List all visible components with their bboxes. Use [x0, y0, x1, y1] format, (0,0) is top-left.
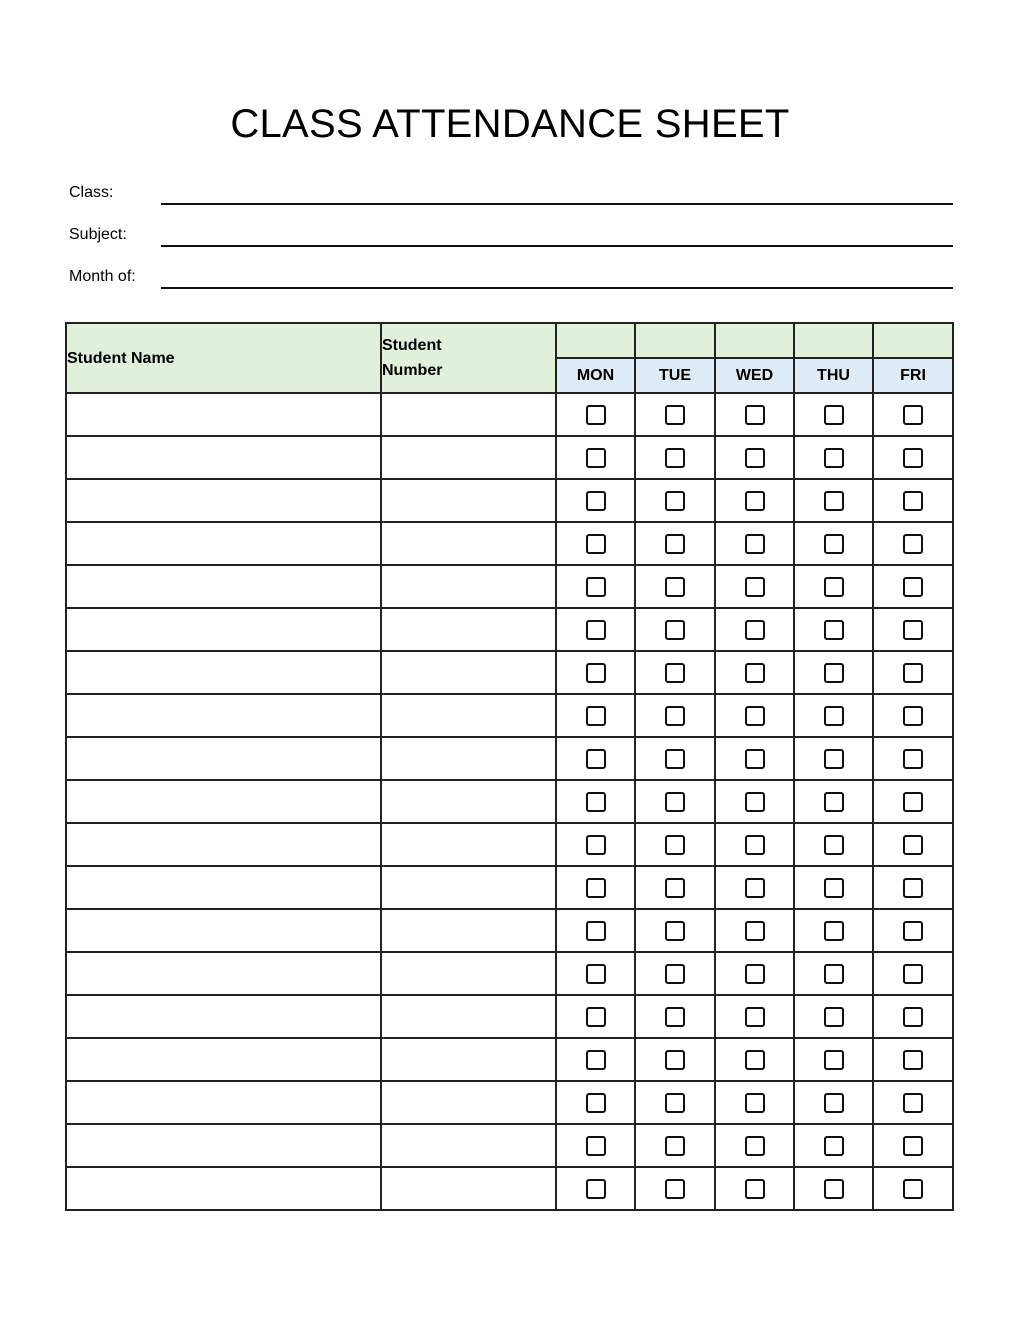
attendance-cell-tue — [635, 393, 715, 436]
attendance-checkbox-tue[interactable] — [665, 792, 685, 812]
attendance-checkbox-thu[interactable] — [824, 577, 844, 597]
attendance-checkbox-tue[interactable] — [665, 1179, 685, 1199]
attendance-cell-wed — [715, 479, 794, 522]
attendance-checkbox-wed[interactable] — [745, 964, 765, 984]
attendance-checkbox-thu[interactable] — [824, 620, 844, 640]
attendance-checkbox-wed[interactable] — [745, 878, 765, 898]
attendance-checkbox-fri[interactable] — [903, 1007, 923, 1027]
subject-field — [69, 222, 953, 252]
attendance-checkbox-thu[interactable] — [824, 663, 844, 683]
attendance-checkbox-thu[interactable] — [824, 1093, 844, 1113]
attendance-cell-mon — [556, 737, 635, 780]
attendance-cell-tue — [635, 1081, 715, 1124]
attendance-cell-mon — [556, 909, 635, 952]
student-name-cell[interactable] — [66, 479, 381, 522]
table-row — [66, 1124, 953, 1167]
attendance-checkbox-fri[interactable] — [903, 749, 923, 769]
attendance-cell-mon — [556, 1124, 635, 1167]
attendance-checkbox-mon[interactable] — [586, 921, 606, 941]
attendance-checkbox-fri[interactable] — [903, 1050, 923, 1070]
attendance-cell-mon — [556, 995, 635, 1038]
table-row — [66, 436, 953, 479]
attendance-cell-mon — [556, 565, 635, 608]
attendance-checkbox-mon[interactable] — [586, 878, 606, 898]
student-number-cell[interactable] — [381, 393, 556, 436]
table-row — [66, 608, 953, 651]
attendance-cell-wed — [715, 823, 794, 866]
attendance-cell-wed — [715, 952, 794, 995]
day-header-mon: MON — [556, 358, 635, 393]
attendance-checkbox-tue[interactable] — [665, 1136, 685, 1156]
attendance-table — [65, 322, 954, 1211]
attendance-cell-thu — [794, 866, 873, 909]
date-cell-tue[interactable] — [635, 323, 715, 358]
attendance-checkbox-tue[interactable] — [665, 620, 685, 640]
attendance-checkbox-tue[interactable] — [665, 491, 685, 511]
attendance-checkbox-thu[interactable] — [824, 964, 844, 984]
attendance-cell-thu — [794, 780, 873, 823]
attendance-checkbox-tue[interactable] — [665, 1007, 685, 1027]
student-name-cell[interactable] — [66, 565, 381, 608]
attendance-checkbox-thu[interactable] — [824, 706, 844, 726]
attendance-checkbox-wed[interactable] — [745, 405, 765, 425]
attendance-cell-fri — [873, 823, 953, 866]
attendance-checkbox-tue[interactable] — [665, 706, 685, 726]
attendance-checkbox-fri[interactable] — [903, 1179, 923, 1199]
attendance-cell-fri — [873, 1038, 953, 1081]
student-name-cell[interactable] — [66, 522, 381, 565]
attendance-cell-wed — [715, 1124, 794, 1167]
attendance-checkbox-wed[interactable] — [745, 577, 765, 597]
subject-label: Subject: — [69, 226, 127, 243]
student-number-header: Student Number — [381, 323, 556, 393]
attendance-cell-wed — [715, 608, 794, 651]
attendance-cell-mon — [556, 952, 635, 995]
day-header-fri: FRI — [873, 358, 953, 393]
attendance-cell-tue — [635, 479, 715, 522]
attendance-checkbox-fri[interactable] — [903, 878, 923, 898]
day-header-tue: TUE — [635, 358, 715, 393]
attendance-cell-tue — [635, 823, 715, 866]
table-row — [66, 995, 953, 1038]
attendance-checkbox-mon[interactable] — [586, 1050, 606, 1070]
attendance-cell-tue — [635, 995, 715, 1038]
attendance-cell-thu — [794, 952, 873, 995]
attendance-checkbox-fri[interactable] — [903, 835, 923, 855]
page-title: CLASS ATTENDANCE SHEET — [230, 102, 790, 146]
attendance-cell-fri — [873, 393, 953, 436]
student-number-cell[interactable] — [381, 909, 556, 952]
attendance-checkbox-fri[interactable] — [903, 491, 923, 511]
attendance-cell-fri — [873, 651, 953, 694]
attendance-cell-wed — [715, 522, 794, 565]
attendance-cell-fri — [873, 1081, 953, 1124]
student-name-cell[interactable] — [66, 995, 381, 1038]
attendance-cell-tue — [635, 909, 715, 952]
attendance-cell-fri — [873, 479, 953, 522]
attendance-checkbox-mon[interactable] — [586, 491, 606, 511]
attendance-cell-mon — [556, 1081, 635, 1124]
attendance-cell-tue — [635, 737, 715, 780]
attendance-checkbox-thu[interactable] — [824, 792, 844, 812]
attendance-cell-fri — [873, 1167, 953, 1210]
attendance-cell-wed — [715, 780, 794, 823]
table-row — [66, 694, 953, 737]
attendance-checkbox-wed[interactable] — [745, 1050, 765, 1070]
attendance-checkbox-fri[interactable] — [903, 534, 923, 554]
student-number-cell[interactable] — [381, 479, 556, 522]
attendance-checkbox-thu[interactable] — [824, 405, 844, 425]
student-name-cell[interactable] — [66, 823, 381, 866]
attendance-cell-mon — [556, 436, 635, 479]
attendance-checkbox-mon[interactable] — [586, 620, 606, 640]
attendance-cell-thu — [794, 1167, 873, 1210]
attendance-cell-wed — [715, 1167, 794, 1210]
attendance-checkbox-fri[interactable] — [903, 620, 923, 640]
attendance-checkbox-mon[interactable] — [586, 964, 606, 984]
attendance-checkbox-tue[interactable] — [665, 534, 685, 554]
attendance-cell-fri — [873, 995, 953, 1038]
student-name-cell[interactable] — [66, 393, 381, 436]
attendance-checkbox-fri[interactable] — [903, 663, 923, 683]
attendance-cell-tue — [635, 1038, 715, 1081]
attendance-cell-fri — [873, 608, 953, 651]
attendance-cell-mon — [556, 1167, 635, 1210]
attendance-checkbox-mon[interactable] — [586, 792, 606, 812]
attendance-checkbox-wed[interactable] — [745, 1007, 765, 1027]
attendance-checkbox-tue[interactable] — [665, 921, 685, 941]
attendance-cell-wed — [715, 694, 794, 737]
attendance-checkbox-thu[interactable] — [824, 878, 844, 898]
attendance-cell-fri — [873, 565, 953, 608]
attendance-checkbox-tue[interactable] — [665, 964, 685, 984]
attendance-checkbox-tue[interactable] — [665, 1050, 685, 1070]
month-field — [69, 264, 953, 294]
attendance-checkbox-wed[interactable] — [745, 620, 765, 640]
attendance-cell-wed — [715, 436, 794, 479]
student-name-cell[interactable] — [66, 866, 381, 909]
table-row — [66, 393, 953, 436]
attendance-checkbox-thu[interactable] — [824, 749, 844, 769]
student-number-cell[interactable] — [381, 866, 556, 909]
table-row — [66, 909, 953, 952]
attendance-checkbox-thu[interactable] — [824, 1179, 844, 1199]
subject-input-line[interactable] — [161, 245, 953, 247]
attendance-cell-fri — [873, 952, 953, 995]
attendance-checkbox-mon[interactable] — [586, 1136, 606, 1156]
student-name-cell[interactable] — [66, 1081, 381, 1124]
student-name-cell[interactable] — [66, 909, 381, 952]
attendance-cell-tue — [635, 780, 715, 823]
student-number-cell[interactable] — [381, 1167, 556, 1210]
student-name-cell[interactable] — [66, 737, 381, 780]
student-number-cell[interactable] — [381, 651, 556, 694]
student-number-cell[interactable] — [381, 436, 556, 479]
attendance-cell-thu — [794, 522, 873, 565]
student-number-cell[interactable] — [381, 522, 556, 565]
attendance-checkbox-wed[interactable] — [745, 491, 765, 511]
attendance-cell-tue — [635, 436, 715, 479]
attendance-checkbox-thu[interactable] — [824, 1007, 844, 1027]
attendance-cell-thu — [794, 995, 873, 1038]
date-cell-fri[interactable] — [873, 323, 953, 358]
attendance-cell-tue — [635, 1124, 715, 1167]
attendance-cell-mon — [556, 479, 635, 522]
attendance-cell-thu — [794, 436, 873, 479]
day-header-thu: THU — [794, 358, 873, 393]
attendance-cell-thu — [794, 479, 873, 522]
attendance-checkbox-mon[interactable] — [586, 577, 606, 597]
attendance-cell-wed — [715, 866, 794, 909]
student-name-cell[interactable] — [66, 651, 381, 694]
attendance-cell-wed — [715, 565, 794, 608]
table-row — [66, 866, 953, 909]
attendance-cell-mon — [556, 522, 635, 565]
attendance-checkbox-thu[interactable] — [824, 921, 844, 941]
attendance-checkbox-mon[interactable] — [586, 1007, 606, 1027]
attendance-cell-fri — [873, 436, 953, 479]
student-name-cell[interactable] — [66, 1038, 381, 1081]
attendance-cell-tue — [635, 1167, 715, 1210]
attendance-cell-wed — [715, 393, 794, 436]
attendance-checkbox-tue[interactable] — [665, 663, 685, 683]
attendance-checkbox-mon[interactable] — [586, 405, 606, 425]
attendance-cell-fri — [873, 866, 953, 909]
attendance-checkbox-fri[interactable] — [903, 921, 923, 941]
attendance-cell-thu — [794, 1081, 873, 1124]
attendance-cell-thu — [794, 1038, 873, 1081]
attendance-checkbox-fri[interactable] — [903, 577, 923, 597]
attendance-checkbox-wed[interactable] — [745, 663, 765, 683]
attendance-cell-thu — [794, 1124, 873, 1167]
attendance-checkbox-wed[interactable] — [745, 1093, 765, 1113]
attendance-checkbox-wed[interactable] — [745, 534, 765, 554]
student-number-cell[interactable] — [381, 952, 556, 995]
attendance-checkbox-mon[interactable] — [586, 534, 606, 554]
student-name-cell[interactable] — [66, 780, 381, 823]
attendance-checkbox-fri[interactable] — [903, 792, 923, 812]
attendance-cell-thu — [794, 393, 873, 436]
attendance-checkbox-wed[interactable] — [745, 835, 765, 855]
attendance-checkbox-thu[interactable] — [824, 1050, 844, 1070]
table-row — [66, 522, 953, 565]
student-name-cell[interactable] — [66, 952, 381, 995]
attendance-cell-wed — [715, 737, 794, 780]
attendance-checkbox-mon[interactable] — [586, 1093, 606, 1113]
attendance-cell-thu — [794, 694, 873, 737]
table-row — [66, 823, 953, 866]
student-number-cell[interactable] — [381, 1124, 556, 1167]
attendance-checkbox-fri[interactable] — [903, 1093, 923, 1113]
student-number-cell[interactable] — [381, 995, 556, 1038]
student-name-header: Student Name — [66, 323, 381, 393]
table-row — [66, 1038, 953, 1081]
attendance-checkbox-tue[interactable] — [665, 835, 685, 855]
attendance-cell-fri — [873, 694, 953, 737]
student-number-cell[interactable] — [381, 1038, 556, 1081]
attendance-cell-wed — [715, 1081, 794, 1124]
attendance-cell-wed — [715, 909, 794, 952]
attendance-checkbox-fri[interactable] — [903, 448, 923, 468]
day-header-wed: WED — [715, 358, 794, 393]
attendance-cell-tue — [635, 952, 715, 995]
attendance-checkbox-tue[interactable] — [665, 1093, 685, 1113]
class-input-line[interactable] — [161, 203, 953, 205]
attendance-checkbox-wed[interactable] — [745, 792, 765, 812]
class-field — [69, 180, 953, 210]
attendance-cell-fri — [873, 522, 953, 565]
attendance-checkbox-wed[interactable] — [745, 749, 765, 769]
student-name-cell[interactable] — [66, 694, 381, 737]
student-number-cell[interactable] — [381, 1081, 556, 1124]
student-name-cell[interactable] — [66, 1167, 381, 1210]
attendance-cell-tue — [635, 608, 715, 651]
attendance-cell-mon — [556, 694, 635, 737]
student-name-cell[interactable] — [66, 1124, 381, 1167]
attendance-cell-wed — [715, 995, 794, 1038]
attendance-checkbox-thu[interactable] — [824, 534, 844, 554]
attendance-cell-thu — [794, 651, 873, 694]
attendance-cell-tue — [635, 522, 715, 565]
table-row — [66, 1081, 953, 1124]
date-cell-mon[interactable] — [556, 323, 635, 358]
attendance-checkbox-tue[interactable] — [665, 878, 685, 898]
attendance-body — [66, 393, 953, 1210]
attendance-checkbox-tue[interactable] — [665, 448, 685, 468]
attendance-checkbox-mon[interactable] — [586, 706, 606, 726]
attendance-cell-tue — [635, 565, 715, 608]
student-name-cell[interactable] — [66, 436, 381, 479]
month-label: Month of: — [69, 268, 136, 285]
attendance-checkbox-mon[interactable] — [586, 1179, 606, 1199]
table-row — [66, 737, 953, 780]
attendance-checkbox-mon[interactable] — [586, 448, 606, 468]
table-row — [66, 780, 953, 823]
attendance-cell-tue — [635, 694, 715, 737]
attendance-cell-thu — [794, 608, 873, 651]
attendance-checkbox-wed[interactable] — [745, 706, 765, 726]
attendance-cell-mon — [556, 651, 635, 694]
attendance-checkbox-fri[interactable] — [903, 405, 923, 425]
attendance-cell-mon — [556, 608, 635, 651]
attendance-cell-thu — [794, 565, 873, 608]
attendance-cell-fri — [873, 737, 953, 780]
attendance-cell-fri — [873, 1124, 953, 1167]
attendance-cell-mon — [556, 866, 635, 909]
student-number-cell[interactable] — [381, 694, 556, 737]
table-row — [66, 651, 953, 694]
attendance-cell-tue — [635, 651, 715, 694]
attendance-checkbox-wed[interactable] — [745, 1136, 765, 1156]
class-label: Class: — [69, 184, 114, 201]
attendance-checkbox-tue[interactable] — [665, 749, 685, 769]
attendance-checkbox-thu[interactable] — [824, 835, 844, 855]
attendance-checkbox-mon[interactable] — [586, 663, 606, 683]
attendance-checkbox-wed[interactable] — [745, 448, 765, 468]
attendance-cell-fri — [873, 780, 953, 823]
attendance-cell-thu — [794, 737, 873, 780]
attendance-checkbox-mon[interactable] — [586, 835, 606, 855]
attendance-cell-tue — [635, 866, 715, 909]
attendance-cell-thu — [794, 909, 873, 952]
attendance-cell-mon — [556, 1038, 635, 1081]
student-number-cell[interactable] — [381, 565, 556, 608]
attendance-checkbox-mon[interactable] — [586, 749, 606, 769]
attendance-checkbox-thu[interactable] — [824, 448, 844, 468]
attendance-cell-wed — [715, 1038, 794, 1081]
attendance-cell-thu — [794, 823, 873, 866]
student-number-cell[interactable] — [381, 823, 556, 866]
table-row — [66, 565, 953, 608]
attendance-cell-mon — [556, 823, 635, 866]
table-row — [66, 952, 953, 995]
attendance-checkbox-fri[interactable] — [903, 964, 923, 984]
attendance-checkbox-fri[interactable] — [903, 1136, 923, 1156]
date-cell-thu[interactable] — [794, 323, 873, 358]
attendance-checkbox-wed[interactable] — [745, 921, 765, 941]
attendance-checkbox-tue[interactable] — [665, 577, 685, 597]
student-number-cell[interactable] — [381, 608, 556, 651]
attendance-cell-mon — [556, 393, 635, 436]
student-number-cell[interactable] — [381, 780, 556, 823]
attendance-checkbox-wed[interactable] — [745, 1179, 765, 1199]
attendance-checkbox-thu[interactable] — [824, 491, 844, 511]
attendance-cell-fri — [873, 909, 953, 952]
month-input-line[interactable] — [161, 287, 953, 289]
attendance-checkbox-thu[interactable] — [824, 1136, 844, 1156]
student-number-cell[interactable] — [381, 737, 556, 780]
attendance-checkbox-tue[interactable] — [665, 405, 685, 425]
attendance-checkbox-fri[interactable] — [903, 706, 923, 726]
table-row — [66, 479, 953, 522]
table-row — [66, 1167, 953, 1210]
date-cell-wed[interactable] — [715, 323, 794, 358]
student-name-cell[interactable] — [66, 608, 381, 651]
attendance-cell-mon — [556, 780, 635, 823]
attendance-cell-wed — [715, 651, 794, 694]
